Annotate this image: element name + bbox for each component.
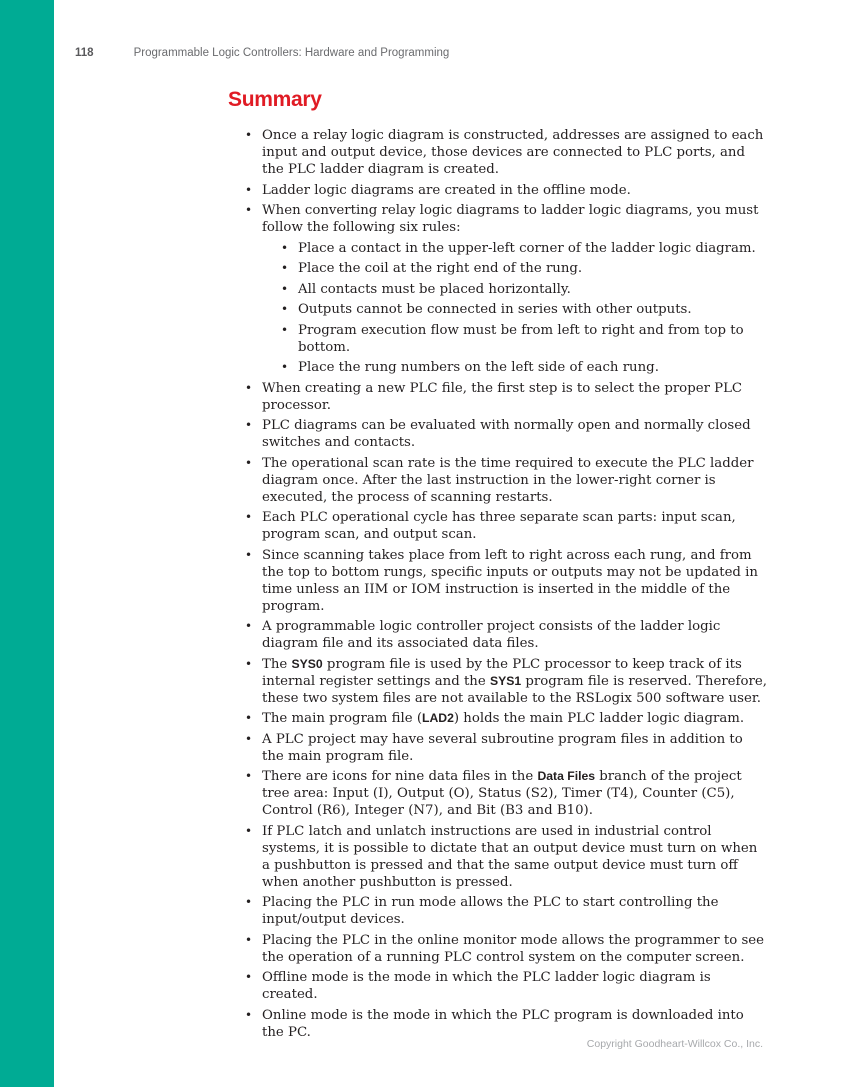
list-item-text: Outputs cannot be connected in series with other outputs. bbox=[298, 302, 692, 317]
page-edge-bar bbox=[0, 0, 54, 1087]
list-item bbox=[228, 969, 768, 1003]
bullet-icon: • bbox=[281, 322, 289, 337]
list-item bbox=[228, 618, 768, 652]
list-item-text: The operational scan rate is the time required to execute the PLC ladder diagram once. After the last instruction in the lower-right corner is executed, the process of scanning restarts. bbox=[262, 455, 754, 505]
bullet-icon: • bbox=[245, 182, 253, 197]
bullet-icon: • bbox=[245, 711, 253, 725]
list-item bbox=[228, 932, 768, 966]
list-item-text: Offline mode is the mode in which the PLC ladder logic diagram is created. bbox=[262, 970, 711, 1002]
list-item bbox=[228, 380, 768, 414]
list-item bbox=[228, 417, 768, 451]
bullet-icon: • bbox=[245, 932, 253, 947]
main-content bbox=[228, 88, 768, 1044]
bullet-icon: • bbox=[245, 970, 253, 984]
list-item-text: Place the rung numbers on the left side of each rung. bbox=[298, 360, 659, 375]
list-item-text: The main program file (LAD2) holds the main PLC ladder logic diagram. bbox=[262, 711, 745, 726]
bullet-icon: • bbox=[281, 281, 289, 296]
bullet-icon: • bbox=[245, 731, 253, 746]
bullet-icon: • bbox=[245, 128, 253, 142]
list-item bbox=[228, 260, 768, 277]
bullet-icon: • bbox=[245, 619, 253, 633]
list-item bbox=[228, 127, 768, 178]
list-item-text: Placing the PLC in run mode allows the PLC to start controlling the input/output devices. bbox=[262, 895, 719, 927]
bullet-icon: • bbox=[245, 418, 253, 432]
list-item-text: Place the coil at the right end of the rung. bbox=[298, 261, 583, 276]
bullet-icon: • bbox=[281, 261, 289, 275]
bullet-icon: • bbox=[281, 360, 289, 374]
list-item-text: If PLC latch and unlatch instructions are used in industrial control systems, it is possible to dictate that an output device must turn on when a pushbutton is pressed and that the same output device must turn off when another pushbutton is pressed. bbox=[262, 823, 758, 890]
list-item bbox=[228, 894, 768, 928]
bullet-icon: • bbox=[245, 1007, 253, 1022]
list-item-text: All contacts must be placed horizontally. bbox=[298, 281, 571, 297]
summary-list bbox=[228, 127, 768, 1041]
bullet-icon: • bbox=[245, 823, 253, 838]
list-item-text: Once a relay logic diagram is constructed, addresses are assigned to each input and output device, those devices are connected to PLC ports, and the PLC ladder diagram is created. bbox=[262, 128, 764, 177]
bullet-icon: • bbox=[245, 510, 253, 524]
list-item bbox=[228, 281, 768, 298]
page-number: 118 bbox=[75, 47, 94, 59]
list-item-text: A PLC project may have several subroutine program files in addition to the main program file. bbox=[262, 731, 743, 764]
list-item-text: When creating a new PLC file, the first step is to select the proper PLC processor. bbox=[262, 380, 743, 413]
running-head-title: Programmable Logic Controllers: Hardware and Programming bbox=[133, 47, 450, 59]
list-item bbox=[228, 823, 768, 891]
list-item-text: Online mode is the mode in which the PLC program is downloaded into the PC. bbox=[262, 1007, 744, 1040]
list-item bbox=[228, 359, 768, 376]
summary-heading: Summary bbox=[228, 88, 322, 111]
running-header bbox=[75, 47, 449, 59]
bullet-icon: • bbox=[245, 380, 253, 395]
list-item-text: The SYS0 program file is used by the PLC processor to keep track of its internal register settings and the SYS1 program file is reserved. Therefore, these two system files are not available to the RSLogix 500 software user. bbox=[262, 656, 767, 706]
list-item bbox=[228, 182, 768, 199]
list-item bbox=[228, 509, 768, 543]
list-item bbox=[228, 202, 768, 236]
bullet-icon: • bbox=[245, 656, 253, 671]
list-item-text: There are icons for nine data files in the Data Files branch of the project tree area: Input (I), Output (O), Status (S2), Timer (T4), Counter (C5), Control (R6), Integer (N7), and Bit (B3 and B10). bbox=[262, 769, 742, 818]
list-item-text: Placing the PLC in the online monitor mode allows the programmer to see the operation of a running PLC control system on the computer screen. bbox=[262, 932, 765, 965]
copyright-notice: Copyright Goodheart-Willcox Co., Inc. bbox=[586, 1038, 763, 1050]
bullet-icon: • bbox=[245, 547, 253, 562]
list-item-text: Each PLC operational cycle has three separate scan parts: input scan, program scan, and output scan. bbox=[262, 510, 736, 542]
list-item bbox=[228, 322, 768, 356]
list-item bbox=[228, 455, 768, 506]
list-item-text: Ladder logic diagrams are created in the offline mode. bbox=[262, 182, 631, 198]
list-item-text: Program execution flow must be from left to right and from top to bottom. bbox=[298, 322, 744, 355]
list-item bbox=[228, 240, 768, 257]
list-item-text: PLC diagrams can be evaluated with normally open and normally closed switches and contacts. bbox=[262, 418, 751, 450]
list-item-text: Place a contact in the upper-left corner of the ladder logic diagram. bbox=[298, 240, 756, 256]
list-item bbox=[228, 1007, 768, 1041]
bullet-icon: • bbox=[245, 455, 253, 470]
list-item-text: When converting relay logic diagrams to ladder logic diagrams, you must follow the following six rules: bbox=[262, 203, 759, 235]
bullet-icon: • bbox=[245, 203, 253, 217]
list-item bbox=[228, 731, 768, 765]
list-item bbox=[228, 710, 768, 727]
list-item-text: Since scanning takes place from left to right across each rung, and from the top to bottom rungs, specific inputs or outputs may not be updated in time unless an IIM or IOM instruction is inserted in the middle of the program. bbox=[262, 547, 758, 614]
list-item bbox=[228, 547, 768, 615]
bullet-icon: • bbox=[245, 769, 253, 783]
list-item-text: A programmable logic controller project consists of the ladder logic diagram file and its associated data files. bbox=[262, 619, 721, 651]
list-item bbox=[228, 768, 768, 819]
bullet-icon: • bbox=[281, 302, 289, 316]
bullet-icon: • bbox=[281, 240, 289, 255]
list-item bbox=[228, 656, 768, 707]
list-item bbox=[228, 301, 768, 318]
bullet-icon: • bbox=[245, 895, 253, 909]
